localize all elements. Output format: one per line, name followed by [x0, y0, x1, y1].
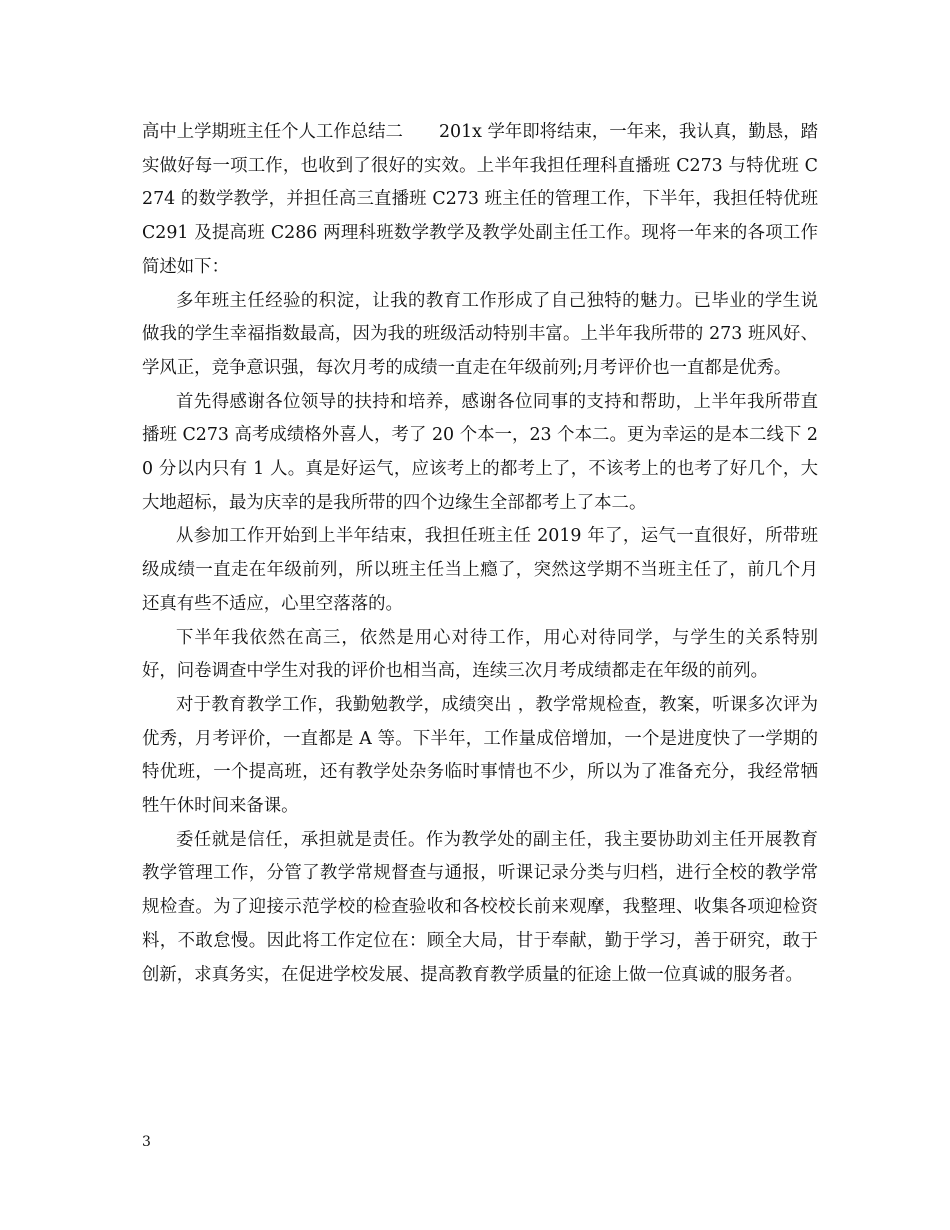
paragraph: 下半年我依然在高三，依然是用心对待工作，用心对待同学，与学生的关系特别好，问卷调查中学生对我的评价也相当高，连续三次月考成绩都走在年级的前列。 [142, 627, 818, 682]
paragraph: 多年班主任经验的积淀，让我的教育工作形成了自己独特的魅力。已毕业的学生说做我的学生幸福指数最高，因为我的班级活动特别丰富。上半年我所带的 273 班风好、学风正，竞争意识强，每次月考的成绩一直走在年级前列;月考评价也一直都是优秀。 [142, 290, 818, 378]
intro-paragraph [142, 116, 818, 285]
paragraph: 首先得感谢各位领导的扶持和培养，感谢各位同事的支持和帮助，上半年我所带直播班 C273 高考成绩格外喜人，考了 20 个本一，23 个本二。更为幸运的是本二线下 20 分以内只有 1 人。真是好运气，应该考上的都考上了，不该考上的也考了好几个，大大地超标，最为庆幸的是我所带的四个边缘生全部都考上了本二。 [142, 391, 818, 513]
paragraph: 委任就是信任，承担就是责任。作为教学处的副主任，我主要协助刘主任开展教育教学管理工作，分管了教学常规督查与通报，听课记录分类与归档，进行全校的教学常规检查。为了迎接示范学校的检查验收和各校校长前来观摩，我整理、收集各项迎检资料，不敢怠慢。因此将工作定位在：顾全大局，甘于奉献，勤于学习，善于研究，敢于创新，求真务实，在促进学校发展、提高教育教学质量的征途上做一位真诚的服务者。 [142, 829, 818, 985]
paragraph: 对于教育教学工作，我勤勉教学，成绩突出 ，教学常规检查，教案，听课多次评为优秀，月考评价，一直都是 A 等。下半年，工作量成倍增加，一个是进度快了一学期的特优班，一个提高班，还有教学处杂务临时事情也不少，所以为了准备充分，我经常牺牲午休时间来备课。 [142, 694, 818, 817]
page-number: 3 [142, 1134, 151, 1150]
paragraph-text: 201x 学年即将结束，一年来，我认真，勤恳，踏实做好每一项工作，也收到了很好的实效。上半年我担任理科直播班 C273 与特优班 C274 的数学教学，并担任高三直播班 C273 班主任的管理工作，下半年，我担任特优班 C291 及提高班 C286 两理科班数学教学及教学处副主任工作。现将一年来的各项工作简述如下： [142, 122, 818, 277]
document-body [142, 116, 818, 992]
paragraph: 从参加工作开始到上半年结束，我担任班主任 2019 年了，运气一直很好，所带班级成绩一直走在年级前列，所以班主任当上瘾了，突然这学期不当班主任了，前几个月还真有些不适应，心里空落落的。 [142, 526, 818, 614]
document-title: 高中上学期班主任个人工作总结二 [142, 122, 403, 142]
